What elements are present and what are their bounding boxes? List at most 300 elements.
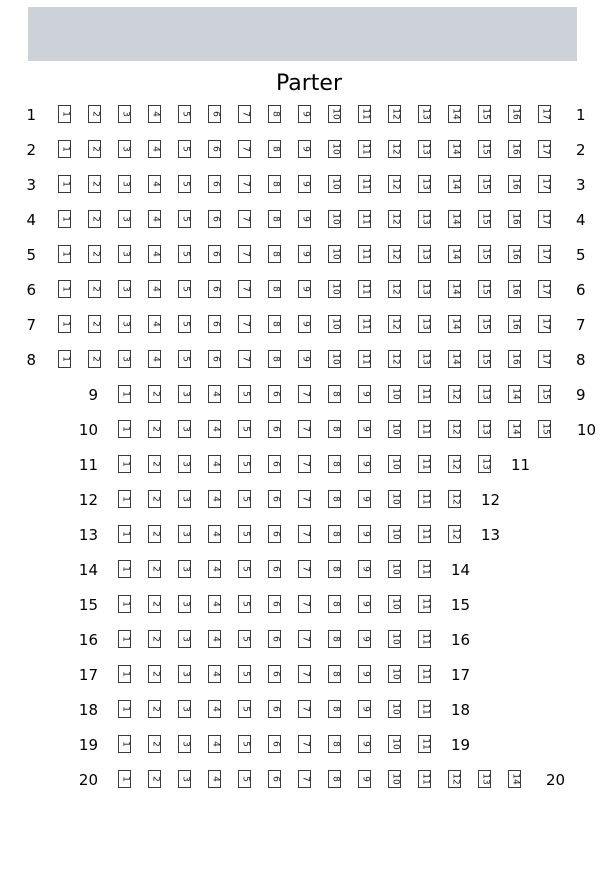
seat-button[interactable] xyxy=(448,420,461,438)
seat-button[interactable] xyxy=(118,140,131,158)
seat-button[interactable] xyxy=(208,490,221,508)
seat-button[interactable] xyxy=(328,700,341,718)
seat-button[interactable] xyxy=(388,350,401,368)
seat-button[interactable] xyxy=(118,735,131,753)
seat-button[interactable] xyxy=(178,455,191,473)
seat-button[interactable] xyxy=(178,280,191,298)
seat-button[interactable] xyxy=(268,455,281,473)
seat-button[interactable] xyxy=(238,140,251,158)
seat-button[interactable] xyxy=(478,210,491,228)
seat-button[interactable] xyxy=(388,315,401,333)
seat-button[interactable] xyxy=(418,245,431,263)
seat-button[interactable] xyxy=(298,315,311,333)
seat-number: 5 xyxy=(240,461,250,467)
seat-button[interactable] xyxy=(178,175,191,193)
seat-button[interactable] xyxy=(508,105,521,123)
seat-button[interactable] xyxy=(358,455,371,473)
seat-button[interactable] xyxy=(448,770,461,788)
seat-button[interactable] xyxy=(58,350,71,368)
seat-number: 10 xyxy=(330,353,340,365)
seat-button[interactable] xyxy=(448,385,461,403)
seat-button[interactable] xyxy=(208,560,221,578)
seat-button[interactable] xyxy=(478,385,491,403)
seat-button[interactable] xyxy=(328,665,341,683)
seat-button[interactable] xyxy=(298,350,311,368)
seat-button[interactable] xyxy=(328,140,341,158)
seat-button[interactable] xyxy=(328,420,341,438)
seat-button[interactable] xyxy=(238,280,251,298)
seat-button[interactable] xyxy=(388,140,401,158)
seat-button[interactable] xyxy=(178,630,191,648)
seat-button[interactable] xyxy=(328,630,341,648)
seat-button[interactable] xyxy=(178,770,191,788)
seat-button[interactable] xyxy=(208,280,221,298)
seat-button[interactable] xyxy=(418,665,431,683)
seat-button[interactable] xyxy=(328,315,341,333)
seat-button[interactable] xyxy=(148,105,161,123)
seat-button[interactable] xyxy=(358,560,371,578)
seat-number: 10 xyxy=(330,248,340,260)
seat-button[interactable] xyxy=(58,175,71,193)
seat-button[interactable] xyxy=(268,210,281,228)
seat-button[interactable] xyxy=(208,595,221,613)
seat-button[interactable] xyxy=(478,105,491,123)
seat-button[interactable] xyxy=(418,560,431,578)
seat-button[interactable] xyxy=(148,385,161,403)
seat-button[interactable] xyxy=(238,210,251,228)
seat-button[interactable] xyxy=(298,770,311,788)
seat-button[interactable] xyxy=(508,315,521,333)
seat-button[interactable] xyxy=(238,175,251,193)
seat-button[interactable] xyxy=(148,420,161,438)
seat-button[interactable] xyxy=(298,175,311,193)
seat-button[interactable] xyxy=(298,665,311,683)
seat-button[interactable] xyxy=(118,315,131,333)
seat-button[interactable] xyxy=(178,105,191,123)
seat-button[interactable] xyxy=(448,490,461,508)
seat-button[interactable] xyxy=(208,700,221,718)
seat-button[interactable] xyxy=(268,630,281,648)
seat-button[interactable] xyxy=(268,175,281,193)
seat-button[interactable] xyxy=(58,105,71,123)
seat-button[interactable] xyxy=(118,700,131,718)
seat-button[interactable] xyxy=(118,525,131,543)
seat-button[interactable] xyxy=(448,315,461,333)
seat-button[interactable] xyxy=(388,665,401,683)
seat-button[interactable] xyxy=(388,525,401,543)
seat-button[interactable] xyxy=(238,455,251,473)
seat-button[interactable] xyxy=(298,525,311,543)
seat-button[interactable] xyxy=(208,455,221,473)
seat-button[interactable] xyxy=(238,385,251,403)
seat-button[interactable] xyxy=(478,420,491,438)
seat-button[interactable] xyxy=(478,455,491,473)
seat-button[interactable] xyxy=(208,525,221,543)
seat-button[interactable] xyxy=(88,315,101,333)
seat-button[interactable] xyxy=(208,315,221,333)
seat-button[interactable] xyxy=(268,420,281,438)
seat-button[interactable] xyxy=(88,245,101,263)
seat-button[interactable] xyxy=(148,315,161,333)
seat-button[interactable] xyxy=(388,770,401,788)
seat-button[interactable] xyxy=(298,420,311,438)
seat-button[interactable] xyxy=(58,210,71,228)
seat-button[interactable] xyxy=(88,175,101,193)
seat-button[interactable] xyxy=(478,175,491,193)
seat-button[interactable] xyxy=(88,105,101,123)
seat-button[interactable] xyxy=(88,140,101,158)
seat-button[interactable] xyxy=(418,525,431,543)
seat-button[interactable] xyxy=(298,455,311,473)
seat-button[interactable] xyxy=(478,770,491,788)
seat-button[interactable] xyxy=(118,770,131,788)
seat-button[interactable] xyxy=(268,245,281,263)
seat-button[interactable] xyxy=(268,700,281,718)
seat-button[interactable] xyxy=(448,210,461,228)
seat-button[interactable] xyxy=(118,350,131,368)
seat-number: 12 xyxy=(390,143,400,155)
seat-button[interactable] xyxy=(388,630,401,648)
seat-button[interactable] xyxy=(388,700,401,718)
seat-button[interactable] xyxy=(538,105,551,123)
seat-button[interactable] xyxy=(88,210,101,228)
seat-button[interactable] xyxy=(238,315,251,333)
seat-button[interactable] xyxy=(388,455,401,473)
seat-button[interactable] xyxy=(388,560,401,578)
seat-button[interactable] xyxy=(238,735,251,753)
seat-button[interactable] xyxy=(268,595,281,613)
seat-button[interactable] xyxy=(508,175,521,193)
seat-button[interactable] xyxy=(538,350,551,368)
seat-button[interactable] xyxy=(418,210,431,228)
seat-button[interactable] xyxy=(118,560,131,578)
seat-button[interactable] xyxy=(208,175,221,193)
seat-button[interactable] xyxy=(478,350,491,368)
seat-button[interactable] xyxy=(448,280,461,298)
seat-button[interactable] xyxy=(388,175,401,193)
seat-number: 5 xyxy=(240,776,250,782)
seat-button[interactable] xyxy=(328,210,341,228)
seat-button[interactable] xyxy=(208,140,221,158)
seat-button[interactable] xyxy=(268,525,281,543)
seat-button[interactable] xyxy=(328,280,341,298)
seat-button[interactable] xyxy=(418,385,431,403)
seat-button[interactable] xyxy=(508,350,521,368)
seat-button[interactable] xyxy=(148,210,161,228)
seat-button[interactable] xyxy=(208,385,221,403)
seat-button[interactable] xyxy=(58,280,71,298)
seat-button[interactable] xyxy=(268,770,281,788)
seat-button[interactable] xyxy=(358,490,371,508)
seat-button[interactable] xyxy=(178,385,191,403)
seat-button[interactable] xyxy=(298,245,311,263)
seat-button[interactable] xyxy=(388,280,401,298)
seat-button[interactable] xyxy=(418,595,431,613)
seat-button[interactable] xyxy=(238,630,251,648)
seat-button[interactable] xyxy=(538,315,551,333)
seat-number: 14 xyxy=(450,178,460,190)
seat-button[interactable] xyxy=(298,385,311,403)
seat-button[interactable] xyxy=(208,630,221,648)
seat-button[interactable] xyxy=(118,630,131,648)
seat-button[interactable] xyxy=(118,175,131,193)
seat-button[interactable] xyxy=(418,735,431,753)
seat-button[interactable] xyxy=(478,140,491,158)
seat-button[interactable] xyxy=(208,105,221,123)
row-label-left: 3 xyxy=(26,176,36,194)
seat-number: 3 xyxy=(120,251,130,257)
seat-button[interactable] xyxy=(538,385,551,403)
seat-button[interactable] xyxy=(238,420,251,438)
seat-button[interactable] xyxy=(118,420,131,438)
seat-button[interactable] xyxy=(358,385,371,403)
seat-button[interactable] xyxy=(538,280,551,298)
seat-button[interactable] xyxy=(238,490,251,508)
seat-button[interactable] xyxy=(58,140,71,158)
seat-button[interactable] xyxy=(328,105,341,123)
seat-button[interactable] xyxy=(298,490,311,508)
seat-button[interactable] xyxy=(298,595,311,613)
seat-button[interactable] xyxy=(328,490,341,508)
seat-button[interactable] xyxy=(208,735,221,753)
seat-button[interactable] xyxy=(298,105,311,123)
seat-button[interactable] xyxy=(328,175,341,193)
seat-button[interactable] xyxy=(358,630,371,648)
seat-button[interactable] xyxy=(418,280,431,298)
seat-button[interactable] xyxy=(388,595,401,613)
seat-button[interactable] xyxy=(238,350,251,368)
seat-button[interactable] xyxy=(238,105,251,123)
seat-button[interactable] xyxy=(448,140,461,158)
seat-button[interactable] xyxy=(418,420,431,438)
seat-button[interactable] xyxy=(388,105,401,123)
seat-button[interactable] xyxy=(148,245,161,263)
seat-button[interactable] xyxy=(148,350,161,368)
seat-button[interactable] xyxy=(418,700,431,718)
seat-number: 5 xyxy=(240,496,250,502)
seat-button[interactable] xyxy=(508,245,521,263)
seat-button[interactable] xyxy=(148,735,161,753)
seat-button[interactable] xyxy=(238,595,251,613)
seat-button[interactable] xyxy=(418,770,431,788)
seat-button[interactable] xyxy=(268,350,281,368)
seat-button[interactable] xyxy=(268,280,281,298)
seat-button[interactable] xyxy=(328,385,341,403)
seat-button[interactable] xyxy=(358,700,371,718)
seat-number: 4 xyxy=(150,321,160,327)
seat-button[interactable] xyxy=(178,315,191,333)
seat-button[interactable] xyxy=(148,770,161,788)
seat-button[interactable] xyxy=(268,140,281,158)
seat-button[interactable] xyxy=(88,280,101,298)
seat-button[interactable] xyxy=(178,525,191,543)
seat-button[interactable] xyxy=(148,560,161,578)
seat-button[interactable] xyxy=(178,490,191,508)
seat-button[interactable] xyxy=(508,770,521,788)
seat-button[interactable] xyxy=(238,560,251,578)
seat-button[interactable] xyxy=(328,350,341,368)
seat-button[interactable] xyxy=(448,245,461,263)
seat-button[interactable] xyxy=(358,525,371,543)
seat-button[interactable] xyxy=(268,315,281,333)
seat-button[interactable] xyxy=(208,245,221,263)
seat-button[interactable] xyxy=(418,315,431,333)
seat-button[interactable] xyxy=(328,560,341,578)
seat-button[interactable] xyxy=(268,385,281,403)
seat-button[interactable] xyxy=(178,700,191,718)
seat-button[interactable] xyxy=(178,210,191,228)
seat-button[interactable] xyxy=(418,630,431,648)
seat-button[interactable] xyxy=(418,350,431,368)
seat-button[interactable] xyxy=(118,245,131,263)
seat-button[interactable] xyxy=(328,525,341,543)
seat-button[interactable] xyxy=(298,140,311,158)
seat-button[interactable] xyxy=(358,105,371,123)
seat-button[interactable] xyxy=(298,560,311,578)
seat-button[interactable] xyxy=(358,175,371,193)
seat-button[interactable] xyxy=(148,140,161,158)
seat-button[interactable] xyxy=(178,350,191,368)
seat-button[interactable] xyxy=(238,665,251,683)
seat-button[interactable] xyxy=(508,420,521,438)
seat-button[interactable] xyxy=(508,385,521,403)
seat-button[interactable] xyxy=(298,630,311,648)
seat-button[interactable] xyxy=(418,490,431,508)
seat-number: 3 xyxy=(120,356,130,362)
seat-button[interactable] xyxy=(538,245,551,263)
seat-button[interactable] xyxy=(208,420,221,438)
seat-button[interactable] xyxy=(178,560,191,578)
seat-button[interactable] xyxy=(118,490,131,508)
seat-button[interactable] xyxy=(358,280,371,298)
seat-button[interactable] xyxy=(418,140,431,158)
seat-button[interactable] xyxy=(268,665,281,683)
seat-button[interactable] xyxy=(268,560,281,578)
seat-button[interactable] xyxy=(448,350,461,368)
seat-button[interactable] xyxy=(388,210,401,228)
seat-button[interactable] xyxy=(478,315,491,333)
seat-button[interactable] xyxy=(508,280,521,298)
seat-button[interactable] xyxy=(58,245,71,263)
seat-button[interactable] xyxy=(238,245,251,263)
seat-button[interactable] xyxy=(538,175,551,193)
seat-button[interactable] xyxy=(238,525,251,543)
seat-button[interactable] xyxy=(148,490,161,508)
seat-button[interactable] xyxy=(448,105,461,123)
seat-button[interactable] xyxy=(208,350,221,368)
seat-button[interactable] xyxy=(268,735,281,753)
seat-button[interactable] xyxy=(148,700,161,718)
seat-button[interactable] xyxy=(118,595,131,613)
seat-button[interactable] xyxy=(508,210,521,228)
seat-button[interactable] xyxy=(58,315,71,333)
seat-button[interactable] xyxy=(388,245,401,263)
seat-button[interactable] xyxy=(178,735,191,753)
seat-button[interactable] xyxy=(298,735,311,753)
seat-button[interactable] xyxy=(478,245,491,263)
seat-button[interactable] xyxy=(178,420,191,438)
seat-button[interactable] xyxy=(418,455,431,473)
seat-button[interactable] xyxy=(328,245,341,263)
seat-number: 11 xyxy=(360,248,370,260)
seat-button[interactable] xyxy=(358,770,371,788)
seat-button[interactable] xyxy=(148,525,161,543)
seat-button[interactable] xyxy=(178,595,191,613)
seat-button[interactable] xyxy=(88,350,101,368)
seat-button[interactable] xyxy=(178,245,191,263)
seat-button[interactable] xyxy=(448,525,461,543)
seat-button[interactable] xyxy=(328,455,341,473)
seat-button[interactable] xyxy=(298,210,311,228)
seat-button[interactable] xyxy=(118,385,131,403)
seat-button[interactable] xyxy=(268,490,281,508)
seat-number: 3 xyxy=(120,321,130,327)
seat-button[interactable] xyxy=(148,665,161,683)
seat-button[interactable] xyxy=(328,770,341,788)
seat-button[interactable] xyxy=(178,140,191,158)
seat-button[interactable] xyxy=(268,105,281,123)
seat-button[interactable] xyxy=(208,210,221,228)
seat-button[interactable] xyxy=(358,420,371,438)
seat-button[interactable] xyxy=(298,280,311,298)
seat-button[interactable] xyxy=(208,665,221,683)
seat-number: 13 xyxy=(420,108,430,120)
seat-button[interactable] xyxy=(388,735,401,753)
seat-button[interactable] xyxy=(448,455,461,473)
seat-button[interactable] xyxy=(328,595,341,613)
seat-number: 6 xyxy=(270,461,280,467)
seat-button[interactable] xyxy=(178,665,191,683)
seat-button[interactable] xyxy=(148,280,161,298)
seat-button[interactable] xyxy=(388,385,401,403)
seat-button[interactable] xyxy=(358,665,371,683)
seat-button[interactable] xyxy=(538,210,551,228)
seat-button[interactable] xyxy=(538,420,551,438)
seat-button[interactable] xyxy=(358,735,371,753)
seat-button[interactable] xyxy=(148,630,161,648)
seat-button[interactable] xyxy=(448,175,461,193)
seat-button[interactable] xyxy=(358,350,371,368)
seat-button[interactable] xyxy=(358,140,371,158)
seat-button[interactable] xyxy=(538,140,551,158)
seat-button[interactable] xyxy=(118,665,131,683)
seat-button[interactable] xyxy=(358,245,371,263)
seat-button[interactable] xyxy=(418,175,431,193)
seat-button[interactable] xyxy=(388,420,401,438)
seat-number: 2 xyxy=(150,706,160,712)
seat-button[interactable] xyxy=(118,210,131,228)
seat-button[interactable] xyxy=(118,280,131,298)
seat-button[interactable] xyxy=(418,105,431,123)
seat-button[interactable] xyxy=(358,210,371,228)
seat-button[interactable] xyxy=(388,490,401,508)
seat-button[interactable] xyxy=(238,700,251,718)
seat-button[interactable] xyxy=(148,175,161,193)
seat-button[interactable] xyxy=(148,595,161,613)
seat-button[interactable] xyxy=(118,105,131,123)
seat-button[interactable] xyxy=(118,455,131,473)
seat-button[interactable] xyxy=(358,595,371,613)
seat-button[interactable] xyxy=(508,140,521,158)
seat-button[interactable] xyxy=(238,770,251,788)
seat-button[interactable] xyxy=(298,700,311,718)
seat-button[interactable] xyxy=(358,315,371,333)
seat-button[interactable] xyxy=(148,455,161,473)
seat-button[interactable] xyxy=(208,770,221,788)
seat-button[interactable] xyxy=(328,735,341,753)
seat-button[interactable] xyxy=(478,280,491,298)
row-label-right: 3 xyxy=(576,176,586,194)
